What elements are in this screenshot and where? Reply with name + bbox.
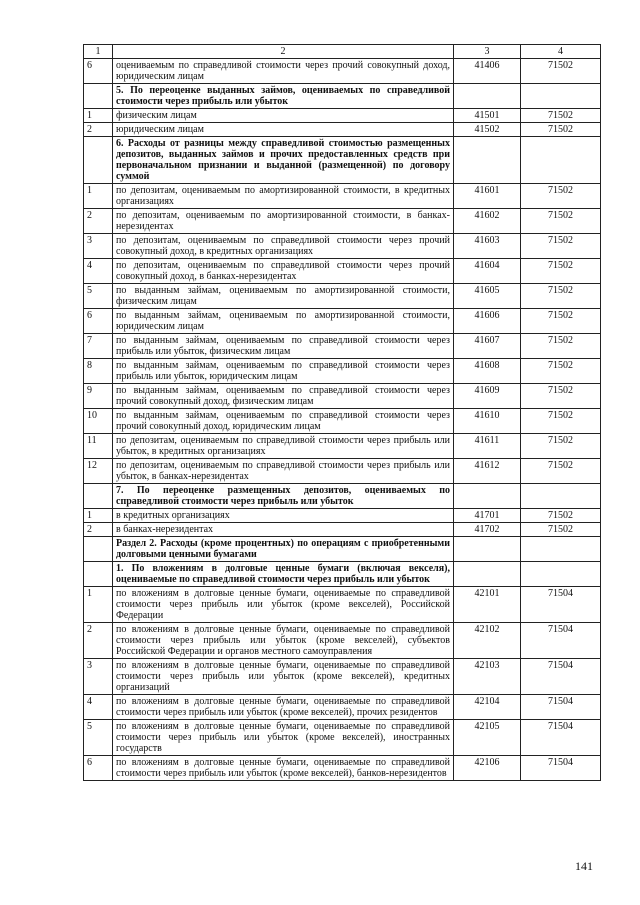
row-number: 2 xyxy=(84,123,113,137)
account-code: 41406 xyxy=(454,59,521,84)
table-row xyxy=(84,756,601,781)
row-number: 6 xyxy=(84,59,113,84)
table-row xyxy=(84,259,601,284)
table-row xyxy=(84,659,601,695)
table-row xyxy=(84,623,601,659)
row-description: по депозитам, оцениваемым по амортизированной стоимости, в банках-нерезидентах xyxy=(113,209,454,234)
table-row xyxy=(84,509,601,523)
row-number: 1 xyxy=(84,184,113,209)
account-code: 41607 xyxy=(454,334,521,359)
account-code: 41609 xyxy=(454,384,521,409)
symbol-code: 71502 xyxy=(521,309,601,334)
table-row xyxy=(84,59,601,84)
row-number: 1 xyxy=(84,109,113,123)
row-description: по выданным займам, оцениваемым по справедливой стоимости через прочий совокупный доход, физическим лицам xyxy=(113,384,454,409)
symbol-code: 71502 xyxy=(521,509,601,523)
symbol-code: 71504 xyxy=(521,720,601,756)
symbol-code: 71504 xyxy=(521,587,601,623)
row-number: 7 xyxy=(84,334,113,359)
row-number xyxy=(84,484,113,509)
symbol-code: 71502 xyxy=(521,459,601,484)
document-table xyxy=(83,44,601,781)
symbol-code: 71502 xyxy=(521,59,601,84)
symbol-code: 71504 xyxy=(521,695,601,720)
row-number: 11 xyxy=(84,434,113,459)
account-code: 41702 xyxy=(454,523,521,537)
symbol-code: 71502 xyxy=(521,184,601,209)
symbol-code xyxy=(521,84,601,109)
row-description: по выданным займам, оцениваемым по справедливой стоимости через прочий совокупный доход, юридическим лицам xyxy=(113,409,454,434)
table-row xyxy=(84,587,601,623)
symbol-code: 71504 xyxy=(521,756,601,781)
table-row xyxy=(84,234,601,259)
row-description: по вложениям в долговые ценные бумаги, оцениваемые по справедливой стоимости через прибыль или убыток (кроме векселей), банков-нерезидентов xyxy=(113,756,454,781)
table-row xyxy=(84,123,601,137)
account-code: 42103 xyxy=(454,659,521,695)
table-row xyxy=(84,384,601,409)
row-number: 4 xyxy=(84,259,113,284)
account-code xyxy=(454,537,521,562)
row-description: по депозитам, оцениваемым по амортизированной стоимости, в кредитных организациях xyxy=(113,184,454,209)
symbol-code: 71502 xyxy=(521,384,601,409)
account-code: 42105 xyxy=(454,720,521,756)
table-row xyxy=(84,720,601,756)
row-number: 2 xyxy=(84,623,113,659)
symbol-code: 71502 xyxy=(521,109,601,123)
symbol-code: 71502 xyxy=(521,409,601,434)
table-row xyxy=(84,359,601,384)
symbol-code: 71502 xyxy=(521,434,601,459)
header-cell: 4 xyxy=(521,45,601,59)
table-row xyxy=(84,334,601,359)
table-row xyxy=(84,309,601,334)
row-description: по вложениям в долговые ценные бумаги, оцениваемые по справедливой стоимости через прибыль или убыток (кроме векселей), кредитных организаций xyxy=(113,659,454,695)
account-code xyxy=(454,137,521,184)
symbol-code: 71504 xyxy=(521,659,601,695)
account-code: 41701 xyxy=(454,509,521,523)
account-code: 41602 xyxy=(454,209,521,234)
account-code: 41608 xyxy=(454,359,521,384)
row-number xyxy=(84,137,113,184)
account-code: 41601 xyxy=(454,184,521,209)
row-number: 8 xyxy=(84,359,113,384)
symbol-code: 71502 xyxy=(521,259,601,284)
row-number xyxy=(84,84,113,109)
symbol-code: 71502 xyxy=(521,123,601,137)
row-description: по депозитам, оцениваемым по справедливой стоимости через прибыль или убыток, в кредитных организациях xyxy=(113,434,454,459)
section-heading-row xyxy=(84,562,601,587)
account-code xyxy=(454,562,521,587)
account-code xyxy=(454,84,521,109)
symbol-code xyxy=(521,537,601,562)
table-row xyxy=(84,209,601,234)
account-code: 41502 xyxy=(454,123,521,137)
table-row xyxy=(84,409,601,434)
row-description: юридическим лицам xyxy=(113,123,454,137)
section-heading-row xyxy=(84,537,601,562)
symbol-code: 71502 xyxy=(521,209,601,234)
account-code: 41610 xyxy=(454,409,521,434)
header-cell: 3 xyxy=(454,45,521,59)
account-code: 42102 xyxy=(454,623,521,659)
row-description: физическим лицам xyxy=(113,109,454,123)
section-heading-row xyxy=(84,484,601,509)
table-row xyxy=(84,695,601,720)
row-description: по вложениям в долговые ценные бумаги, оцениваемые по справедливой стоимости через прибыль или убыток (кроме векселей), прочих резидентов xyxy=(113,695,454,720)
table-row xyxy=(84,434,601,459)
account-code: 42106 xyxy=(454,756,521,781)
row-description: по выданным займам, оцениваемым по справедливой стоимости через прибыль или убыток, юридическим лицам xyxy=(113,359,454,384)
row-number: 12 xyxy=(84,459,113,484)
header-cell: 2 xyxy=(113,45,454,59)
row-description: по выданным займам, оцениваемым по амортизированной стоимости, физическим лицам xyxy=(113,284,454,309)
row-number: 4 xyxy=(84,695,113,720)
row-description: по выданным займам, оцениваемым по справедливой стоимости через прибыль или убыток, физическим лицам xyxy=(113,334,454,359)
row-description: по вложениям в долговые ценные бумаги, оцениваемые по справедливой стоимости через прибыль или убыток (кроме векселей), Российской Федерации xyxy=(113,587,454,623)
symbol-code xyxy=(521,137,601,184)
table-row xyxy=(84,459,601,484)
account-code xyxy=(454,484,521,509)
symbol-code: 71504 xyxy=(521,623,601,659)
row-number: 2 xyxy=(84,209,113,234)
account-code: 42101 xyxy=(454,587,521,623)
symbol-code: 71502 xyxy=(521,523,601,537)
account-code: 41604 xyxy=(454,259,521,284)
symbol-code xyxy=(521,562,601,587)
account-code: 41612 xyxy=(454,459,521,484)
row-description: Раздел 2. Расходы (кроме процентных) по операциям с приобретенными долговыми ценными бумагами xyxy=(113,537,454,562)
row-description: 6. Расходы от разницы между справедливой стоимостью размещенных депозитов, выданных займов и прочих предоставленных средств при первоначальном признании и выданной (размещенной) по договору суммой xyxy=(113,137,454,184)
account-code: 41611 xyxy=(454,434,521,459)
row-description: по вложениям в долговые ценные бумаги, оцениваемые по справедливой стоимости через прибыль или убыток (кроме векселей), субъектов Российской Федерации и органов местного самоуправления xyxy=(113,623,454,659)
row-number: 10 xyxy=(84,409,113,434)
row-number: 2 xyxy=(84,523,113,537)
symbol-code xyxy=(521,484,601,509)
row-number: 1 xyxy=(84,509,113,523)
row-description: по выданным займам, оцениваемым по амортизированной стоимости, юридическим лицам xyxy=(113,309,454,334)
row-description: в банках-нерезидентах xyxy=(113,523,454,537)
table-row xyxy=(84,284,601,309)
row-description: по депозитам, оцениваемым по справедливой стоимости через прочий совокупный доход, в кредитных организациях xyxy=(113,234,454,259)
row-number xyxy=(84,537,113,562)
row-number: 5 xyxy=(84,284,113,309)
row-number: 9 xyxy=(84,384,113,409)
symbol-code: 71502 xyxy=(521,334,601,359)
row-number: 6 xyxy=(84,756,113,781)
symbol-code: 71502 xyxy=(521,234,601,259)
account-code: 41603 xyxy=(454,234,521,259)
table-row xyxy=(84,109,601,123)
row-description: по вложениям в долговые ценные бумаги, оцениваемые по справедливой стоимости через прибыль или убыток (кроме векселей), иностранных государств xyxy=(113,720,454,756)
account-code: 41501 xyxy=(454,109,521,123)
account-code: 42104 xyxy=(454,695,521,720)
header-cell: 1 xyxy=(84,45,113,59)
symbol-code: 71502 xyxy=(521,284,601,309)
table-header-row xyxy=(84,45,601,59)
row-description: 7. По переоценке размещенных депозитов, оцениваемых по справедливой стоимости через прибыль или убыток xyxy=(113,484,454,509)
symbol-code: 71502 xyxy=(521,359,601,384)
page-number: 141 xyxy=(575,859,593,873)
account-code: 41605 xyxy=(454,284,521,309)
row-description: оцениваемым по справедливой стоимости через прочий совокупный доход, юридическим лицам xyxy=(113,59,454,84)
account-code: 41606 xyxy=(454,309,521,334)
row-number xyxy=(84,562,113,587)
row-description: 5. По переоценке выданных займов, оцениваемых по справедливой стоимости через прибыль или убыток xyxy=(113,84,454,109)
row-number: 5 xyxy=(84,720,113,756)
row-number: 3 xyxy=(84,234,113,259)
row-description: по депозитам, оцениваемым по справедливой стоимости через прибыль или убыток, в банках-нерезидентах xyxy=(113,459,454,484)
table-row xyxy=(84,523,601,537)
row-description: 1. По вложениям в долговые ценные бумаги (включая векселя), оцениваемые по справедливой стоимости через прибыль или убыток xyxy=(113,562,454,587)
row-number: 1 xyxy=(84,587,113,623)
table-row xyxy=(84,184,601,209)
row-description: в кредитных организациях xyxy=(113,509,454,523)
row-number: 6 xyxy=(84,309,113,334)
section-heading-row xyxy=(84,137,601,184)
row-description: по депозитам, оцениваемым по справедливой стоимости через прочий совокупный доход, в банках-нерезидентах xyxy=(113,259,454,284)
section-heading-row xyxy=(84,84,601,109)
row-number: 3 xyxy=(84,659,113,695)
